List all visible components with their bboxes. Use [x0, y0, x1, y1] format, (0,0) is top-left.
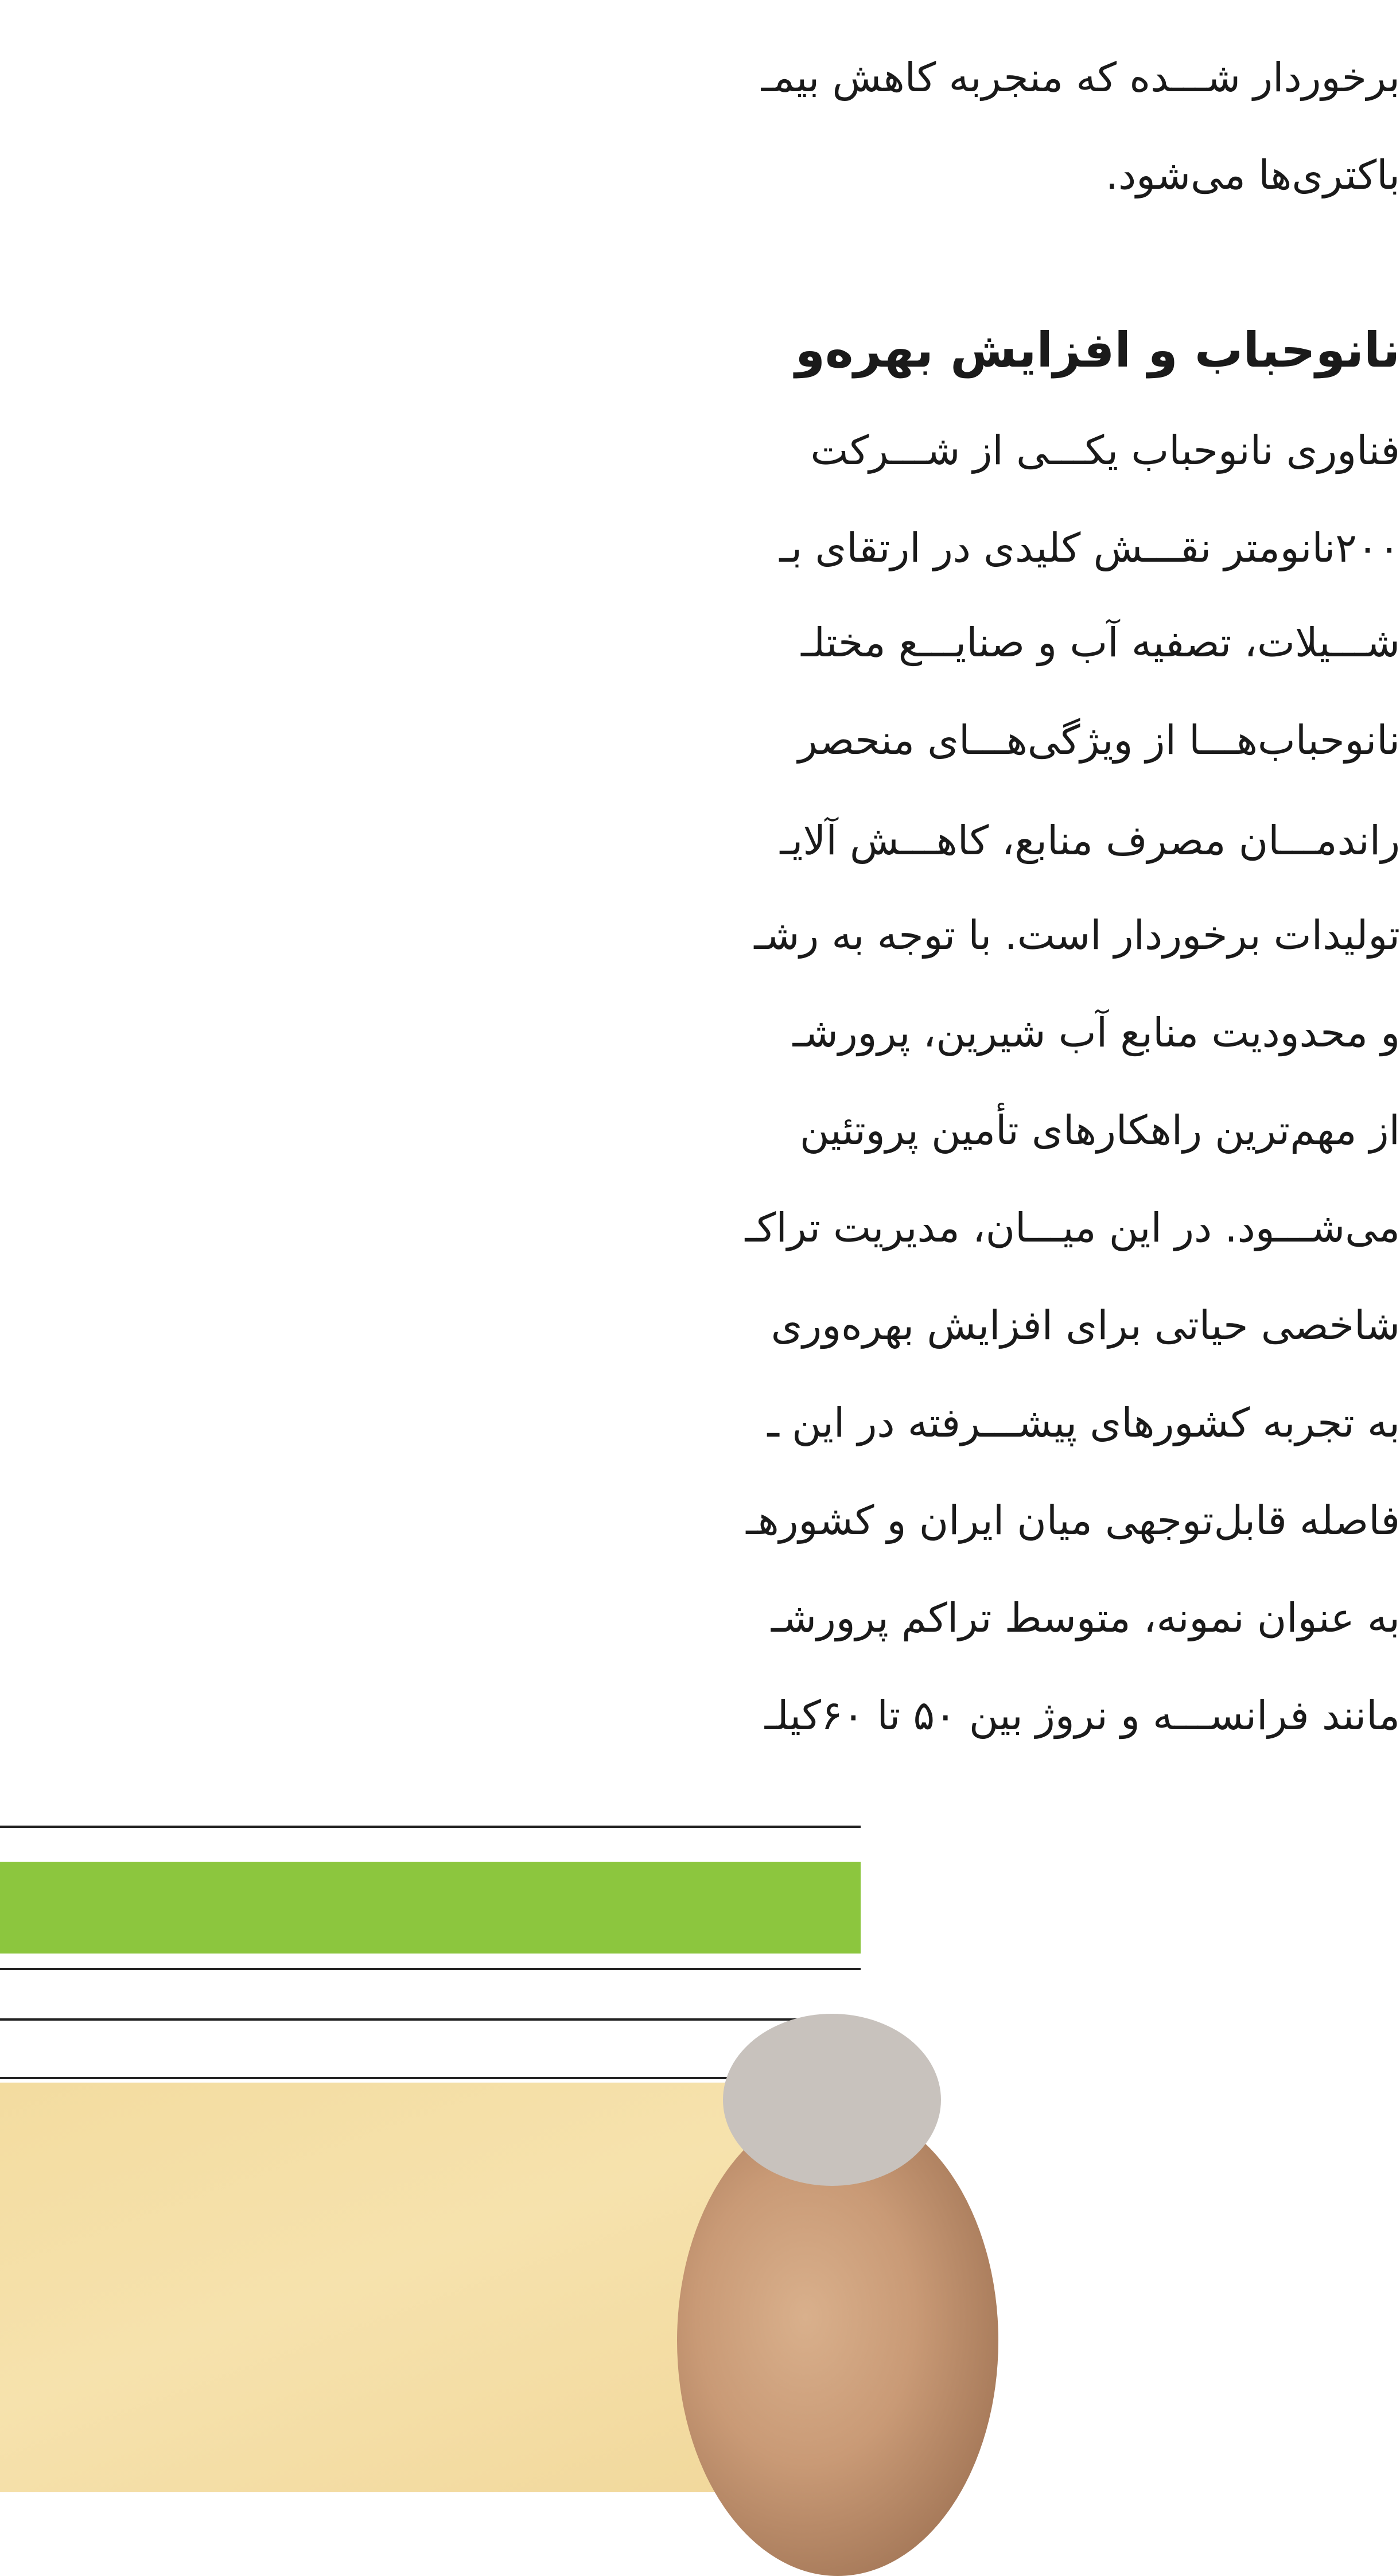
article-line: شاخصی حیاتی برای افزایش بهره‌وری: [771, 1302, 1400, 1349]
section-divider: [0, 2018, 861, 2021]
article-line: تولیدات برخوردار است. با توجه به رشـ: [754, 912, 1400, 959]
article-photo: [0, 2083, 861, 2492]
article-line: از مهم‌ترین راهکارهای تأمین پروتئین: [799, 1107, 1400, 1154]
article-line: می‌شـــود. در این میـــان، مدیریت تراکـ: [745, 1204, 1400, 1251]
article-line: باکتری‌ها می‌شود.: [1105, 151, 1400, 199]
article-line: برخوردار شـــده که منجربه کاهش بیمـ: [761, 54, 1400, 101]
article-line: ۲۰۰نانومتر نقـــش کلیدی در ارتقای بـ: [779, 524, 1400, 571]
hair-shape: [723, 2014, 941, 2186]
article-line: به عنوان نمونه، متوسط تراکم پرورشـ: [771, 1594, 1400, 1641]
article-line: و محدودیت منابع آب شیرین، پرورشـ: [792, 1009, 1400, 1056]
section-divider: [0, 1968, 861, 1970]
section-divider: [0, 1826, 861, 1828]
article-subheading: نانوحباب و افزایش بهره‌و: [795, 322, 1400, 378]
article-line: فناوری نانوحباب یکـــی از شـــرکت: [810, 427, 1400, 474]
article-line: فاصله قابل‌توجهی میان ایران و کشورهـ: [746, 1497, 1400, 1544]
article-line: شـــیلات، تصفیه آب و صنایـــع مختلـ: [801, 619, 1400, 666]
article-line: به تجربه کشور‌های پیشـــرفته در این ـ: [767, 1399, 1400, 1446]
article-line: راندمـــان مصرف منابع، کاهـــش آلایـ: [780, 817, 1400, 864]
article-line: مانند فرانســـه و نروژ بین ۵۰ تا ۶۰کیلـ: [764, 1692, 1400, 1739]
green-color-band: [0, 1862, 861, 1954]
article-line: نانوحباب‌هـــا از ویژگی‌هـــای منحصر: [798, 717, 1400, 764]
